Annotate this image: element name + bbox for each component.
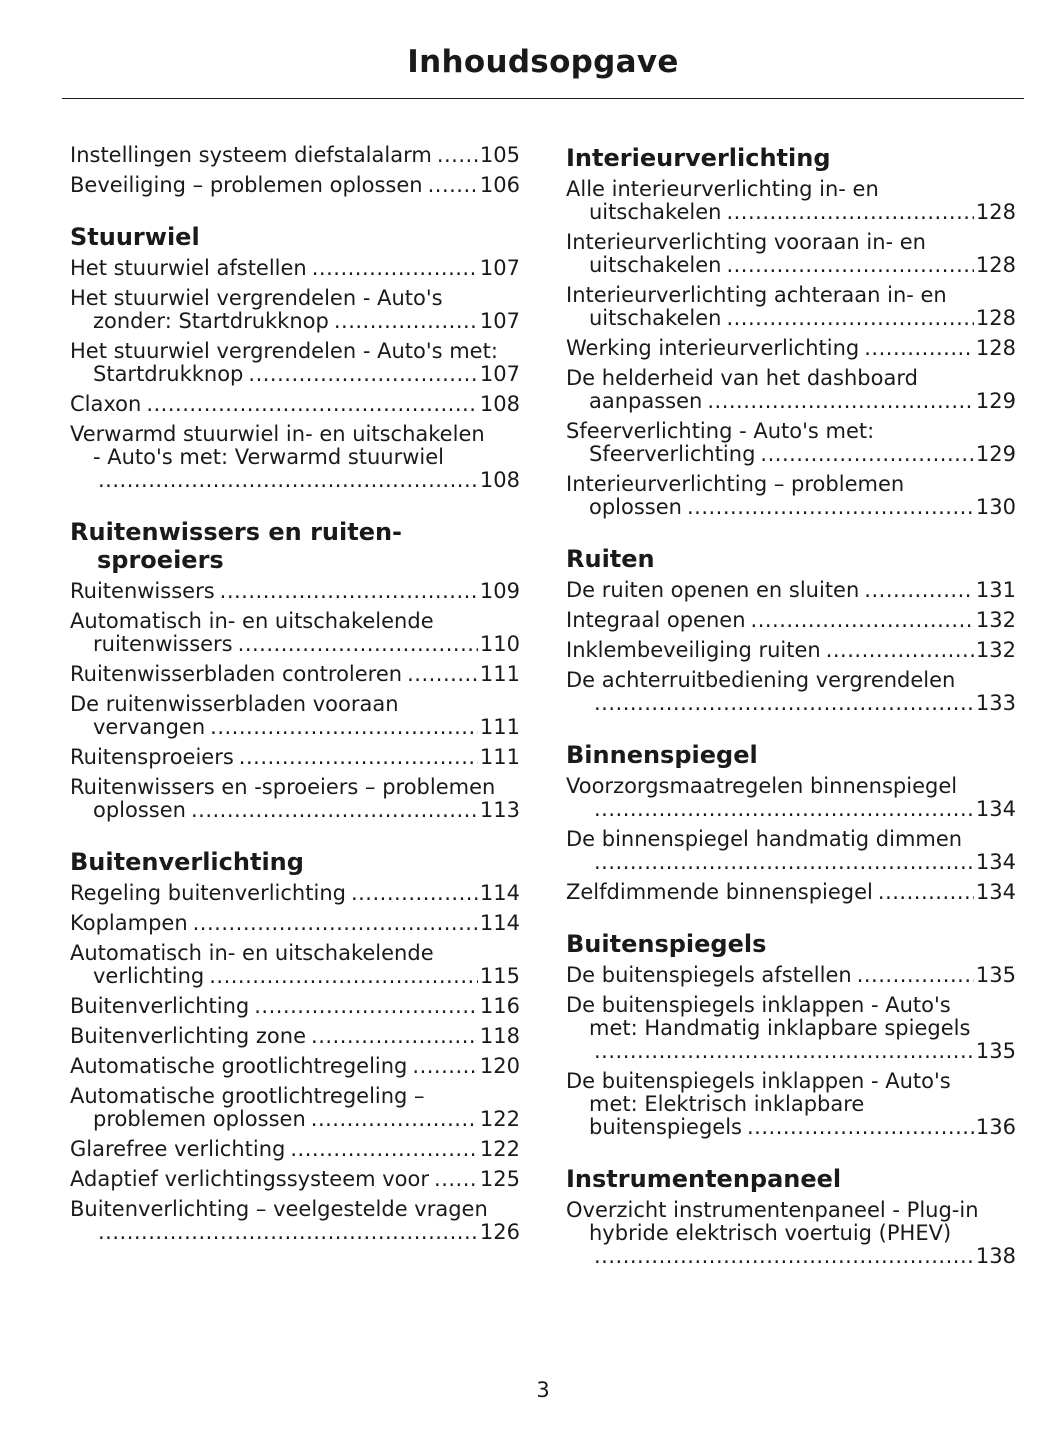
toc-entry-title: Sfeerverlichting - Auto's met: [566,419,875,443]
toc-page-number: 128 [975,336,1016,360]
toc-page-number: 107 [479,309,520,333]
toc-entry[interactable] [70,1085,520,1131]
toc-entry[interactable] [70,663,520,686]
toc-entry-title: Beveiliging – problemen oplossen [70,173,423,197]
toc-page-number: 118 [479,1024,520,1048]
toc-page-number: 135 [975,963,1016,987]
toc-left-column [70,144,520,1251]
toc-entry[interactable] [70,340,520,386]
dot-leader [437,144,478,167]
dot-leader [254,995,478,1018]
section-heading-ruiten[interactable] [566,545,1016,573]
toc-entry-title: De ruiten openen en sluiten [566,578,860,602]
toc-entry-title: Inklembeveiliging ruiten [566,638,821,662]
toc-page-number: 106 [479,173,520,197]
toc-entry-title: Regeling buitenverlichting [70,881,346,905]
section-heading-ruitenwissers-en-ruiten[interactable] [70,518,520,574]
toc-page-number: 114 [479,911,520,935]
toc-entry-title: Zelfdimmende binnenspiegel [566,880,873,904]
toc-entry-title-end: zonder: Startdrukknop [93,309,329,333]
section-heading-text: Instrumentenpaneel [566,1165,842,1193]
dot-leader [594,1245,974,1268]
dot-leader [98,1221,478,1244]
dot-leader [312,257,478,280]
toc-page-number: 132 [975,608,1016,632]
toc-entry[interactable] [566,828,1016,874]
toc-entry-title: Overzicht instrumentenpaneel - Plug-in [566,1198,979,1222]
dot-leader [238,633,478,656]
toc-entry-title-end: buitenspiegels [589,1115,742,1139]
toc-right-column [566,144,1016,1275]
dot-leader [751,609,974,632]
toc-entry-title-continued: - Auto's met: Verwarmd stuurwiel [93,445,445,469]
toc-entry[interactable] [566,337,1016,360]
toc-entry-title: Adaptief verlichtingssysteem voor [70,1167,430,1191]
toc-entry-title-end: uitschakelen [589,253,722,277]
toc-entry[interactable] [70,1198,520,1244]
toc-entry[interactable] [70,287,520,333]
toc-entry[interactable] [70,776,520,822]
dot-leader [412,1055,478,1078]
section-heading-text: Ruiten [566,545,655,573]
dot-leader [726,201,973,224]
section-heading-stuurwiel[interactable] [70,223,520,251]
toc-page-number: 134 [975,850,1016,874]
section-heading-text: Interieurverlichting [566,144,831,172]
toc-entry-title: Automatische grootlichtregeling – [70,1084,425,1108]
dot-leader [594,692,974,715]
toc-page-number: 108 [479,468,520,492]
dot-leader [248,363,478,386]
toc-entry-title: Buitenverlichting zone [70,1024,307,1048]
toc-entry-title: Interieurverlichting – problemen [566,472,905,496]
toc-entry[interactable] [70,1055,520,1078]
toc-entry-title: Ruitenwissers [70,579,215,603]
toc-entry[interactable] [70,144,520,167]
toc-entry-title: Buitenverlichting [70,994,250,1018]
toc-page-number: 110 [479,632,520,656]
toc-entry-title: Verwarmd stuurwiel in- en uitschakelen [70,422,485,446]
toc-entry-title: Glarefree verlichting [70,1137,286,1161]
toc-page-number: 111 [479,662,520,686]
toc-entry[interactable] [566,775,1016,821]
dot-leader [594,851,974,874]
toc-entry-title: Werking interieurverlichting [566,336,860,360]
toc-entry-title: Ruitenwissers en -sproeiers – problemen [70,775,496,799]
dot-leader [209,965,478,988]
toc-entry-title-end: oplossen [93,798,186,822]
dot-leader [311,1108,478,1131]
dot-leader [428,174,478,197]
section-heading-instrumentenpaneel[interactable] [566,1165,1016,1193]
toc-entry[interactable] [70,1025,520,1048]
toc-entry[interactable] [70,610,520,656]
toc-page-number: 116 [479,994,520,1018]
toc-entry[interactable] [566,178,1016,224]
toc-entry[interactable] [70,912,520,935]
toc-page-number: 111 [479,745,520,769]
toc-entry-title-end: uitschakelen [589,200,722,224]
toc-page-number: 131 [975,578,1016,602]
toc-entry[interactable] [566,420,1016,466]
toc-entry-title-end: oplossen [589,495,682,519]
toc-entry[interactable] [566,473,1016,519]
toc-entry-title: Interieurverlichting achteraan in- en [566,283,947,307]
toc-entry-title: De ruitenwisserbladen vooraan [70,692,399,716]
toc-entry[interactable] [566,367,1016,413]
toc-entry-title: Automatische grootlichtregeling [70,1054,408,1078]
toc-page-number: 107 [479,256,520,280]
dot-leader [864,579,974,602]
toc-entry-title: Koplampen [70,911,188,935]
toc-entry-title: De buitenspiegels inklappen - Auto's [566,993,951,1017]
toc-entry-title: Alle interieurverlichting in- en [566,177,879,201]
toc-entry[interactable] [70,746,520,769]
toc-entry[interactable] [70,1138,520,1161]
toc-page-number: 111 [479,715,520,739]
toc-entry[interactable] [70,423,520,492]
toc-entry[interactable] [566,1070,1016,1139]
dot-leader [864,337,974,360]
dot-leader [434,1168,478,1191]
section-heading-buitenverlichting[interactable] [70,848,520,876]
dot-leader [826,639,974,662]
toc-entry[interactable] [566,609,1016,632]
dot-leader [239,746,478,769]
section-heading-interieurverlichting[interactable] [566,144,1016,172]
section-heading-text: Ruitenwissers en ruiten- [70,518,403,546]
section-heading-buitenspiegels[interactable] [566,930,1016,958]
toc-page-number: 109 [479,579,520,603]
toc-entry-title: De binnenspiegel handmatig dimmen [566,827,963,851]
toc-entry-title: Het stuurwiel vergrendelen - Auto's met: [70,339,498,363]
toc-page-number: 122 [479,1107,520,1131]
toc-page-number: 120 [479,1054,520,1078]
toc-entry-title-end: problemen oplossen [93,1107,306,1131]
toc-page-number: 108 [479,392,520,416]
dot-leader [726,307,973,330]
toc-entry[interactable] [70,1168,520,1191]
section-heading-text: Stuurwiel [70,223,200,251]
toc-page-number: 135 [975,1039,1016,1063]
toc-entry[interactable] [566,881,1016,904]
toc-entry-title: Claxon [70,392,142,416]
toc-entry[interactable] [70,257,520,280]
toc-entry-title: Interieurverlichting vooraan in- en [566,230,926,254]
toc-entry-title: Automatisch in- en uitschakelende [70,941,434,965]
dot-leader [407,663,478,686]
toc-page-number: 114 [479,881,520,905]
toc-entry-title-end: aanpassen [589,389,703,413]
toc-entry-title: Automatisch in- en uitschakelende [70,609,434,633]
toc-page-number: 128 [975,306,1016,330]
toc-page-number: 128 [975,253,1016,277]
section-heading-binnenspiegel[interactable] [566,741,1016,769]
section-heading-text-continued: sproeiers [97,546,224,574]
dot-leader [878,881,974,904]
toc-entry-title: Ruitenwisserbladen controleren [70,662,403,686]
toc-entry-title: Integraal openen [566,608,746,632]
toc-entry-title: Ruitensproeiers [70,745,234,769]
toc-entry[interactable] [70,882,520,905]
toc-entry-title: De buitenspiegels afstellen [566,963,852,987]
dot-leader [594,798,974,821]
dot-leader [726,254,973,277]
toc-entry-title: Buitenverlichting – veelgestelde vragen [70,1197,488,1221]
toc-entry[interactable] [566,964,1016,987]
dot-leader [220,580,478,603]
toc-entry-title: De helderheid van het dashboard [566,366,918,390]
section-heading-text: Buitenverlichting [70,848,304,876]
toc-entry[interactable] [70,174,520,197]
dot-leader [747,1116,974,1139]
toc-page-number: 115 [479,964,520,988]
toc-entry-title-continued: met: Handmatig inklapbare spiegels [589,1016,971,1040]
dot-leader [193,912,478,935]
toc-entry[interactable] [70,393,520,416]
toc-entry-title-end: Sfeerverlichting [589,442,756,466]
toc-page-number: 122 [479,1137,520,1161]
dot-leader [707,390,974,413]
toc-entry-title-end: uitschakelen [589,306,722,330]
dot-leader [760,443,973,466]
section-heading-text: Binnenspiegel [566,741,758,769]
toc-page-number: 129 [975,442,1016,466]
toc-entry-title-end: ruitenwissers [93,632,233,656]
page-title: Inhoudsopgave [407,44,679,80]
toc-page-number: 130 [975,495,1016,519]
dot-leader [98,469,478,492]
toc-entry[interactable] [566,639,1016,662]
toc-entry[interactable] [566,1199,1016,1268]
toc-page-number: 132 [975,638,1016,662]
dot-leader [594,1040,974,1063]
toc-page-number: 136 [975,1115,1016,1139]
dot-leader [334,310,478,333]
toc-page-number: 128 [975,200,1016,224]
toc-entry-title-continued: met: Elektrisch inklapbare [589,1092,865,1116]
toc-page-number: 126 [479,1220,520,1244]
toc-page-number: 133 [975,691,1016,715]
toc-entry-title: De buitenspiegels inklappen - Auto's [566,1069,951,1093]
toc-entry-title: De achterruitbediening vergrendelen [566,668,956,692]
toc-page-number: 134 [975,880,1016,904]
toc-entry[interactable] [566,994,1016,1063]
dot-leader [351,882,478,905]
toc-entry-title-end: verlichting [93,964,205,988]
toc-entry-title: Het stuurwiel vergrendelen - Auto's [70,286,443,310]
toc-entry[interactable] [566,231,1016,277]
dot-leader [290,1138,478,1161]
dot-leader [687,496,974,519]
toc-entry-title-continued: hybride elektrisch voertuig (PHEV) [589,1221,952,1245]
toc-entry[interactable] [70,995,520,1018]
toc-entry-title: Voorzorgsmaatregelen binnenspiegel [566,774,958,798]
dot-leader [311,1025,478,1048]
toc-entry[interactable] [70,693,520,739]
toc-entry[interactable] [566,579,1016,602]
dot-leader [191,799,478,822]
toc-entry-title: Het stuurwiel afstellen [70,256,307,280]
toc-page-number: 107 [479,362,520,386]
toc-entry[interactable] [70,580,520,603]
toc-entry[interactable] [566,669,1016,715]
toc-entry-title-end: vervangen [93,715,206,739]
toc-entry-title-end: Startdrukknop [93,362,244,386]
toc-page-number: 129 [975,389,1016,413]
toc-page-number: 105 [479,143,520,167]
title-divider [62,98,1024,99]
dot-leader [857,964,974,987]
page-number: 3 [536,1378,550,1402]
dot-leader [146,393,478,416]
toc-page-number: 138 [975,1244,1016,1268]
toc-entry[interactable] [566,284,1016,330]
toc-page-number: 125 [479,1167,520,1191]
section-heading-text: Buitenspiegels [566,930,767,958]
toc-entry[interactable] [70,942,520,988]
toc-entry-title: Instellingen systeem diefstalalarm [70,143,432,167]
toc-page-number: 134 [975,797,1016,821]
toc-page-number: 113 [479,798,520,822]
dot-leader [210,716,478,739]
